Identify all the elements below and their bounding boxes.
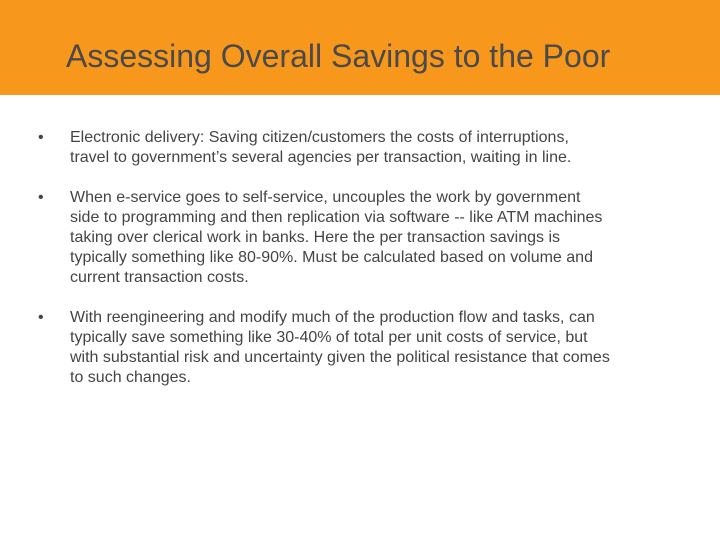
bullet-text: [70, 128, 685, 168]
bullet-icon: •: [38, 189, 44, 206]
bullet-line: With reengineering and modify much of the production flow and tasks, can: [70, 309, 595, 326]
bullet-item-reengineering: [0, 308, 720, 388]
bullet-line: side to programming and then replication via software -- like ATM machines: [70, 209, 603, 226]
bullet-line: typically something like 80-90%. Must be calculated based on volume and: [70, 249, 593, 266]
bullet-text: [70, 188, 685, 288]
bullet-line: current transaction costs.: [70, 269, 249, 286]
bullet-item-self-service: [0, 188, 720, 288]
bullet-line: taking over clerical work in banks. Here the per transaction savings is: [70, 229, 560, 246]
bullet-item-electronic-delivery: [0, 128, 720, 168]
bullet-list: [0, 128, 720, 408]
bullet-line: with substantial risk and uncertainty given the political resistance that comes: [70, 349, 610, 366]
bullet-icon: •: [38, 309, 44, 326]
bullet-text: [70, 308, 685, 388]
bullet-icon: •: [38, 129, 44, 146]
bullet-line: Electronic delivery: Saving citizen/customers the costs of interruptions,: [70, 129, 569, 146]
title-bar: [0, 0, 720, 95]
bullet-line: When e-service goes to self-service, uncouples the work by government: [70, 189, 581, 206]
bullet-line: travel to government’s several agencies per transaction, waiting in line.: [70, 149, 572, 166]
bullet-line: typically save something like 30-40% of total per unit costs of service, but: [70, 329, 588, 346]
slide-title: Assessing Overall Savings to the Poor: [66, 38, 611, 74]
bullet-line: to such changes.: [70, 369, 191, 386]
